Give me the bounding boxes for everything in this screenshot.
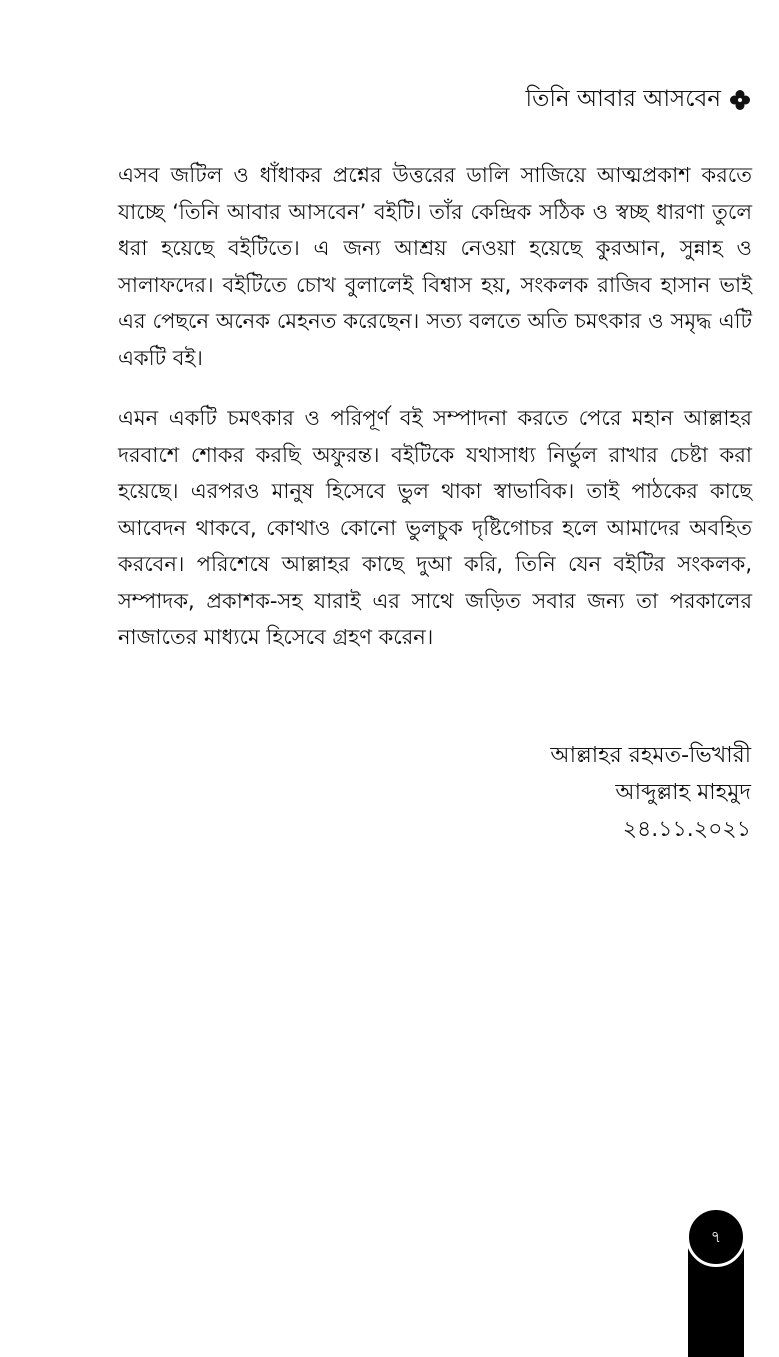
signature-line-1: আল্লাহর রহমত-ভিখারী bbox=[550, 743, 751, 768]
paragraph-2: এমন একটি চমৎকার ও পরিপূর্ণ বই সম্পাদনা করতে পেরে মহান আল্লাহর দরবাশে শোকর করছি অফুরন্ত। বইটিকে যথাসাধ্য নির্ভুল রাখার চেষ্টা করা হয়েছে। এরপরও মানুষ হিসেবে ভুল থাকা স্বাভাবিক। তাই পাঠকের কাছে আবেদন থাকবে, কোথাও কোনো ভুলচুক দৃষ্টিগোচর হলে আমাদের অবহিত করবেন। পরিশেষে আল্লাহর কাছে দুআ করি, তিনি যেন বইটির সংকলক, সম্পাদক, প্রকাশক-সহ যারাই এর সাথে জড়িত সবার জন্য তা পরকালের নাজাতের মাধ্যমে হিসেবে গ্রহণ করেন। bbox=[118, 406, 752, 649]
page-number: ৭ bbox=[710, 1226, 722, 1246]
page-number-badge bbox=[686, 1207, 746, 1267]
signature-block bbox=[550, 737, 751, 848]
signature-date: ২৪.১১.২০২১ bbox=[622, 817, 751, 842]
clover-icon bbox=[729, 89, 751, 111]
chapter-title: তিনি আবার আসবেন bbox=[525, 86, 721, 112]
chapter-header bbox=[525, 88, 751, 111]
paragraph-1: এসব জটিল ও ধাঁধাকর প্রশ্নের উত্তরের ডালি সাজিয়ে আত্মপ্রকাশ করতে যাচ্ছে ‘তিনি আবার আসবেন’ বইটি। তাঁর কেন্দ্রিক সঠিক ও স্বচ্ছ ধারণা তুলে ধরা হয়েছে বইটিতে। এ জন্য আশ্রয় নেওয়া হয়েছে কুরআন, সুন্নাহ ও সালাফদের। বইটিতে চোখ বুলালেই বিশ্বাস হয়, সংকলক রাজিব হাসান ভাই এর পেছনে অনেক মেহনত করেছেন। সত্য বলতে অতি চমৎকার ও সমৃদ্ধ এটি একটি বই। bbox=[118, 163, 752, 370]
signature-name: আব্দুল্লাহ মাহমুদ bbox=[615, 780, 751, 805]
